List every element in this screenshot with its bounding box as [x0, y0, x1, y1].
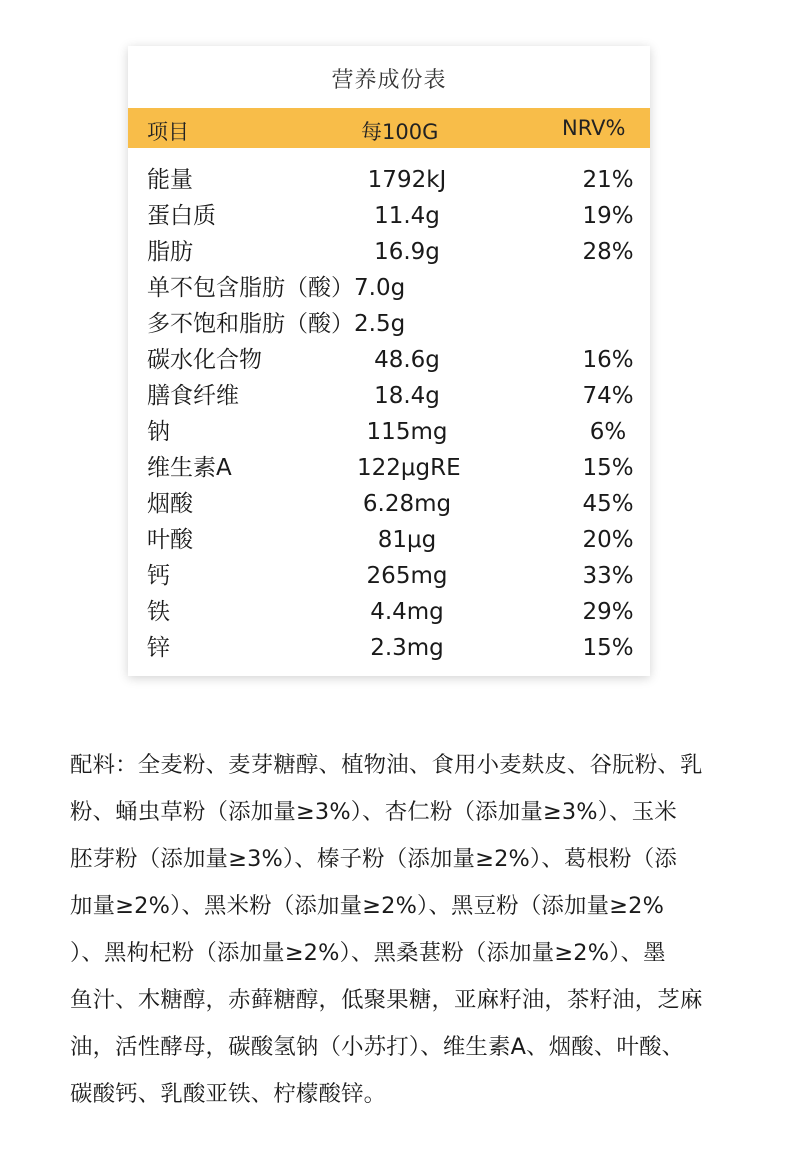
table-row	[128, 630, 650, 666]
table-row	[128, 558, 650, 594]
ingredients-line: 粉、蛹虫草粉（添加量≥3%）、杏仁粉（添加量≥3%）、玉米	[70, 799, 677, 825]
ingredients-line: 胚芽粉（添加量≥3%）、榛子粉（添加量≥2%）、葛根粉（添	[70, 846, 677, 872]
nutrient-value: 16.9g	[374, 239, 440, 265]
nutrient-nrv: 45%	[582, 491, 634, 517]
table-row	[128, 342, 650, 378]
nutrient-name: 膳食纤维	[147, 383, 239, 409]
ingredients-line: 鱼汁、木糖醇，赤藓糖醇，低聚果糖，亚麻籽油，茶籽油，芝麻	[70, 987, 703, 1013]
ingredients-line: ）、黑枸杞粉（添加量≥2%）、黑桑葚粉（添加量≥2%）、墨	[70, 940, 666, 966]
nutrient-name: 烟酸	[147, 491, 193, 517]
nutrient-name: 叶酸	[147, 527, 193, 553]
nutrient-value: 122μgRE	[357, 455, 461, 481]
ingredients-line: 配料：全麦粉、麦芽糖醇、植物油、食用小麦麸皮、谷朊粉、乳	[70, 752, 703, 778]
nutrient-nrv: 6%	[589, 419, 627, 445]
header-nrv: NRV%	[562, 116, 626, 140]
nutrient-value: 6.28mg	[362, 491, 452, 517]
nutrient-name: 脂肪	[147, 239, 193, 265]
nutrient-nrv: 74%	[582, 383, 634, 409]
nutrient-nrv: 33%	[582, 563, 634, 589]
nutrition-table	[128, 46, 650, 676]
nutrient-value: 4.4mg	[370, 599, 444, 625]
nutrient-value: 18.4g	[374, 383, 440, 409]
header-item: 项目	[147, 120, 189, 144]
table-row	[128, 306, 650, 342]
nutrient-nrv: 15%	[582, 635, 634, 661]
nutrient-nrv: 20%	[582, 527, 634, 553]
nutrient-name: 维生素A	[147, 455, 232, 481]
table-title: 营养成份表	[331, 68, 447, 93]
nutrient-name: 铁	[147, 599, 170, 625]
nutrient-value: 265mg	[366, 563, 448, 589]
table-row	[128, 378, 650, 414]
table-row	[128, 162, 650, 198]
table-row	[128, 594, 650, 630]
table-row	[128, 270, 650, 306]
nutrient-nrv: 29%	[582, 599, 634, 625]
table-row	[128, 198, 650, 234]
table-body	[128, 162, 650, 666]
nutrient-value: 48.6g	[374, 347, 440, 373]
nutrient-name: 能量	[147, 167, 193, 193]
nutrient-value: 2.3mg	[370, 635, 444, 661]
table-header	[128, 108, 650, 148]
ingredients-list	[70, 742, 770, 1118]
nutrient-name: 钠	[147, 419, 170, 445]
nutrient-nrv: 21%	[582, 167, 634, 193]
nutrient-nrv: 19%	[582, 203, 634, 229]
nutrient-nrv: 28%	[582, 239, 634, 265]
nutrient-nrv: 15%	[582, 455, 634, 481]
table-row	[128, 486, 650, 522]
nutrient-name: 蛋白质	[147, 203, 216, 229]
table-row	[128, 522, 650, 558]
nutrient-nrv: 16%	[582, 347, 634, 373]
table-row	[128, 450, 650, 486]
nutrient-name: 锌	[147, 635, 170, 661]
nutrient-value: 1792kJ	[367, 167, 447, 193]
ingredients-line: 油，活性酵母，碳酸氢钠（小苏打）、维生素A、烟酸、叶酸、	[70, 1034, 685, 1060]
nutrient-name: 钙	[147, 563, 170, 589]
nutrient-name: 碳水化合物	[147, 347, 262, 373]
header-per-100g: 每100G	[361, 120, 439, 144]
nutrient-name: 单不包含脂肪（酸）7.0g	[147, 275, 406, 301]
nutrient-value: 115mg	[366, 419, 448, 445]
nutrient-value: 81μg	[377, 527, 437, 553]
table-row	[128, 234, 650, 270]
ingredients-line: 碳酸钙、乳酸亚铁、柠檬酸锌。	[70, 1081, 387, 1107]
ingredients-line: 加量≥2%）、黑米粉（添加量≥2%）、黑豆粉（添加量≥2%	[70, 893, 665, 919]
table-row	[128, 414, 650, 450]
nutrient-value: 11.4g	[374, 203, 440, 229]
nutrient-name: 多不饱和脂肪（酸）2.5g	[147, 311, 406, 337]
